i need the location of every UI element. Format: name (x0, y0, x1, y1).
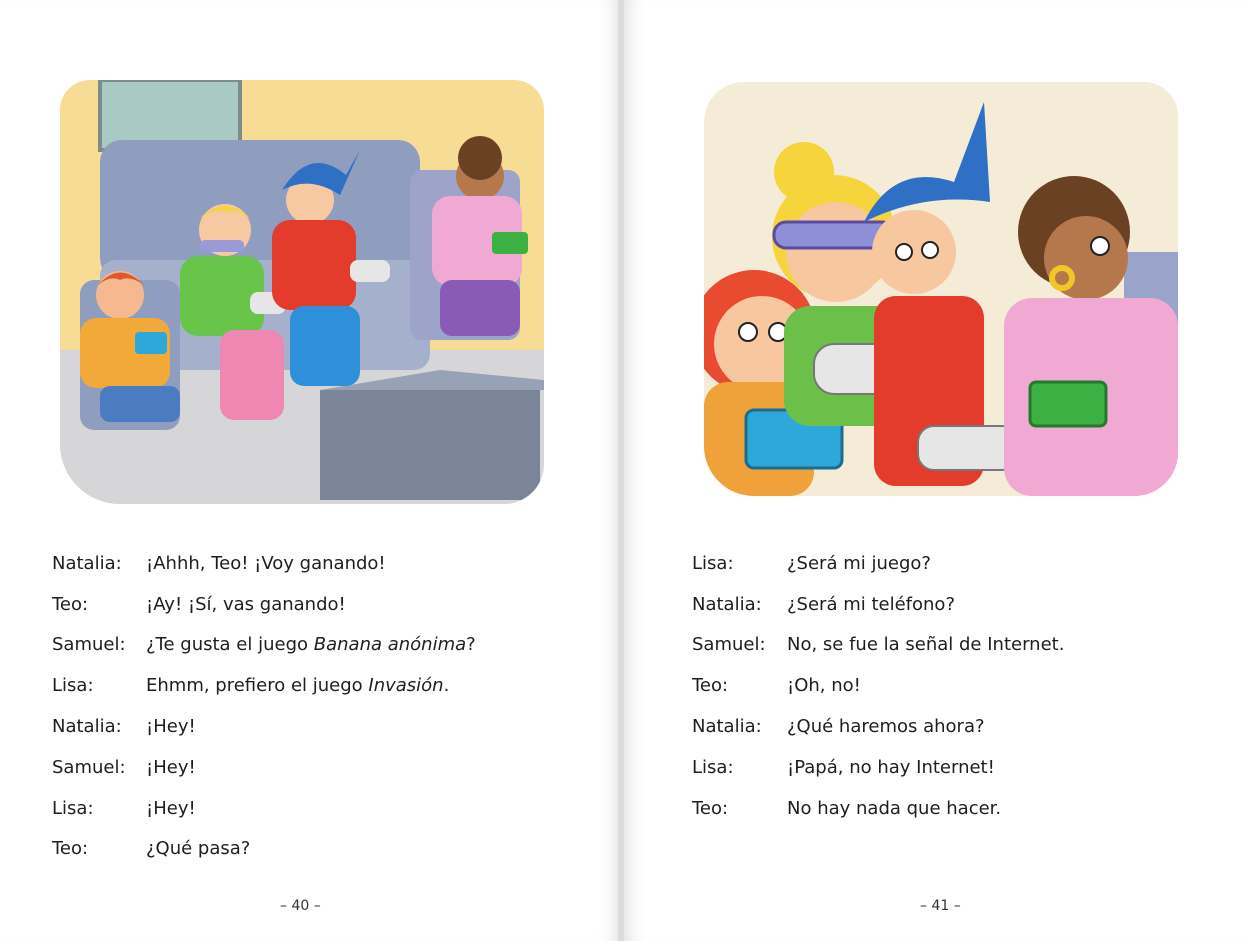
dialogue-line (692, 625, 1064, 666)
dialogue-line (692, 543, 1064, 584)
speaker-label: Teo: (692, 675, 729, 697)
dialogue-text: ¿Qué haremos ahora? (787, 716, 985, 738)
speaker-label: Teo: (52, 838, 89, 860)
dialogue-line (692, 706, 1064, 747)
game-title: Banana anónima (313, 634, 467, 656)
dialogue-line (52, 706, 476, 747)
right-page (624, 0, 1244, 941)
dialogue-line (692, 747, 1064, 788)
dialogue-text: ¿Qué pasa? (146, 838, 251, 860)
dialogue-list (52, 543, 476, 869)
speaker-label: Lisa: (692, 756, 734, 778)
dialogue-line (52, 625, 476, 666)
speaker-label: Natalia: (52, 716, 122, 738)
page-number: – 41 – (920, 898, 961, 914)
speaker-label: Teo: (692, 797, 729, 819)
speaker-label: Lisa: (692, 552, 734, 574)
speaker-label: Natalia: (692, 716, 762, 738)
dialogue-line (692, 665, 1064, 706)
speaker-label: Samuel: (52, 756, 126, 778)
speaker-label: Natalia: (52, 552, 122, 574)
speaker-label: Lisa: (52, 797, 94, 819)
illustration-kids-on-couch (60, 80, 544, 504)
illustration-kids-surprised (704, 82, 1178, 496)
dialogue-text: ¡Hey! (146, 797, 196, 819)
speaker-label: Samuel: (52, 634, 126, 656)
speaker-label: Teo: (52, 593, 89, 615)
dialogue-line (692, 584, 1064, 625)
dialogue-text: ¡Papá, no hay Internet! (787, 756, 995, 778)
game-title: Invasión (368, 675, 444, 697)
dialogue-text: ¿Será mi teléfono? (787, 593, 955, 615)
dialogue-text: ¡Oh, no! (787, 675, 861, 697)
dialogue-line (52, 543, 476, 584)
page-number: – 40 – (280, 898, 321, 914)
dialogue-line (52, 665, 476, 706)
speaker-label: Natalia: (692, 593, 762, 615)
dialogue-line (52, 584, 476, 625)
dialogue-line (52, 829, 476, 870)
dialogue-text: ¡Hey! (146, 756, 196, 778)
dialogue-line (52, 788, 476, 829)
left-page (0, 0, 620, 941)
dialogue-text: ¡Ahhh, Teo! ¡Voy ganando! (146, 552, 386, 574)
speaker-label: Samuel: (692, 634, 766, 656)
dialogue-line (692, 788, 1064, 829)
speaker-label: Lisa: (52, 675, 94, 697)
dialogue-text: ¡Ay! ¡Sí, vas ganando! (146, 593, 346, 615)
dialogue-text: No, se fue la señal de Internet. (787, 634, 1065, 656)
dialogue-text: ¿Será mi juego? (787, 552, 931, 574)
dialogue-text: No hay nada que hacer. (787, 797, 1002, 819)
dialogue-text: ¡Hey! (146, 716, 196, 738)
dialogue-list (692, 543, 1064, 829)
dialogue-line (52, 747, 476, 788)
dialogue-text: Ehmm, prefiero el juego Invasión. (146, 675, 450, 697)
dialogue-text: ¿Te gusta el juego Banana anónima? (146, 634, 476, 656)
